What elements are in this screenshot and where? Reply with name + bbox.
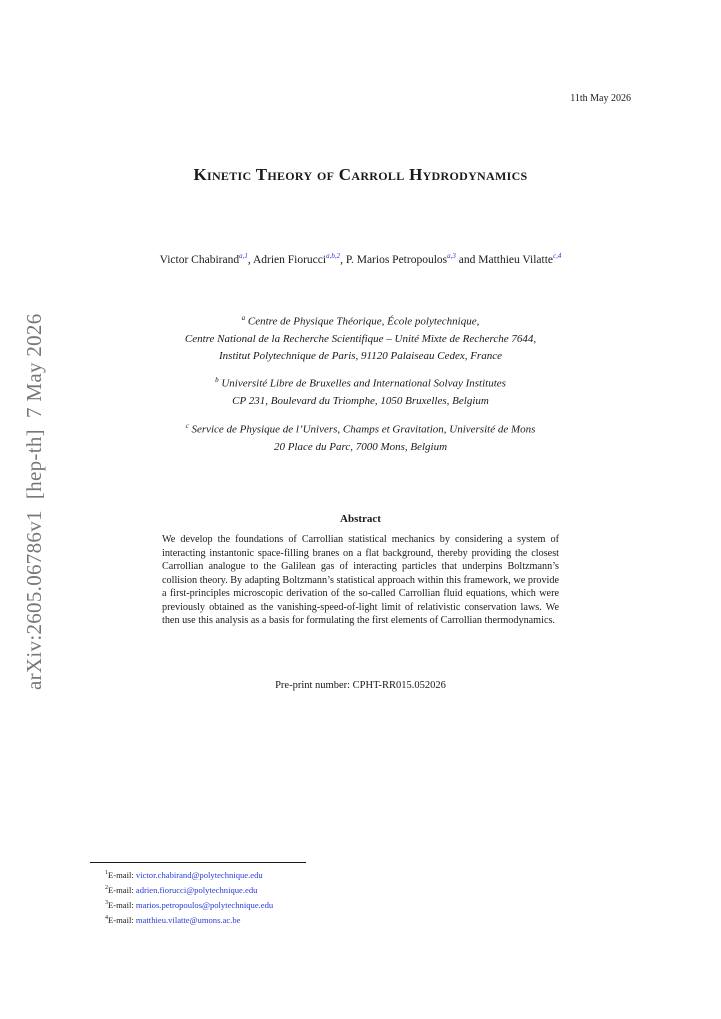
footnotes [105,867,273,926]
author-affiliation-marks[interactable]: c,4 [553,252,562,260]
date: 11th May 2026 [570,93,631,104]
footnote [105,867,273,882]
affiliation-line: CP 231, Boulevard du Triomphe, 1050 Bruxelles, Belgium [232,394,489,407]
author-separator: , [340,253,346,266]
affiliation-mark: a [241,314,246,322]
footnote-label: E-mail: [108,899,136,910]
affiliation-mark: b [215,376,219,384]
paper-title: Kinetic Theory of Carroll Hydrodynamics [193,165,528,184]
affiliation-text: Service de Physique de l’Univers, Champs et Gravitation, Université de Mons [191,423,536,436]
author-name: Matthieu Vilatte [478,253,554,266]
affiliation-mark: c [185,422,189,430]
footnote-mark: 3 [105,899,108,906]
author-separator: and [455,253,479,266]
arxiv-identifier-stamp: arXiv:2605.06786v1 [hep-th] 7 May 2026 [22,313,46,690]
author-separator: , [247,253,253,266]
author-affiliation-marks[interactable]: a,b,2 [326,252,341,260]
affiliation-line: Institut Polytechnique de Paris, 91120 Palaiseau Cedex, France [219,349,502,362]
affiliation-text: Université Libre de Bruxelles and International Solvay Institutes [221,377,506,390]
footnote [105,882,273,897]
abstract-heading: Abstract [340,513,381,525]
abstract-body: We develop the foundations of Carrollian statistical mechanics by considering a system of interacting instantonic space-filling branes on a flat background, thereby providing the closest Carrollian analogue to the Galilean gas of interacting particles that underpins Boltzmann’s collision theory. By adapting Boltzmann’s statistical approach within this framework, we provide a first-principles microscopic derivation of the so-called Carrollian fluid equations, which were previously obtained as the vanishing-speed-of-light limit of relativistic conservation laws. We then use this analysis as a basis for formulating the first elements of Carrollian thermodynamics. [162,534,559,626]
author-name: Victor Chabirand [159,253,240,266]
affiliation-line [0,418,721,439]
affiliation-line: Centre National de la Recherche Scientifique – Unité Mixte de Recherche 7644, [184,332,537,345]
footnote-label: E-mail: [108,884,136,895]
author-name: P. Marios Petropoulos [345,253,448,266]
affiliation-text: Centre de Physique Théorique, École polytechnique, [247,315,480,328]
footnote-mark: 4 [105,914,108,921]
affiliation-c [0,418,721,456]
author-affiliation-marks[interactable]: a,1 [239,252,248,260]
footnote [105,912,273,927]
affiliation-a [0,310,721,365]
footnote-label: E-mail: [108,914,136,925]
footnote [105,897,273,912]
email-link[interactable]: marios.petropoulos@polytechnique.edu [135,899,274,910]
footnote-rule [90,862,306,863]
author-name: Adrien Fiorucci [252,253,327,266]
footnote-mark: 1 [105,870,108,876]
author-list [0,252,721,266]
affiliation-line: 20 Place du Parc, 7000 Mons, Belgium [273,440,448,453]
affiliation-line [0,372,721,393]
author-affiliation-marks[interactable]: a,3 [447,252,456,260]
affiliation-line [0,310,721,331]
footnote-mark: 2 [105,884,108,891]
affiliation-b [0,372,721,410]
email-link[interactable]: victor.chabirand@polytechnique.edu [135,869,263,880]
footnote-label: E-mail: [108,869,136,880]
preprint-number: Pre-print number: CPHT-RR015.052026 [275,680,446,691]
email-link[interactable]: adrien.fiorucci@polytechnique.edu [135,884,258,895]
email-link[interactable]: matthieu.vilatte@umons.ac.be [135,914,241,925]
